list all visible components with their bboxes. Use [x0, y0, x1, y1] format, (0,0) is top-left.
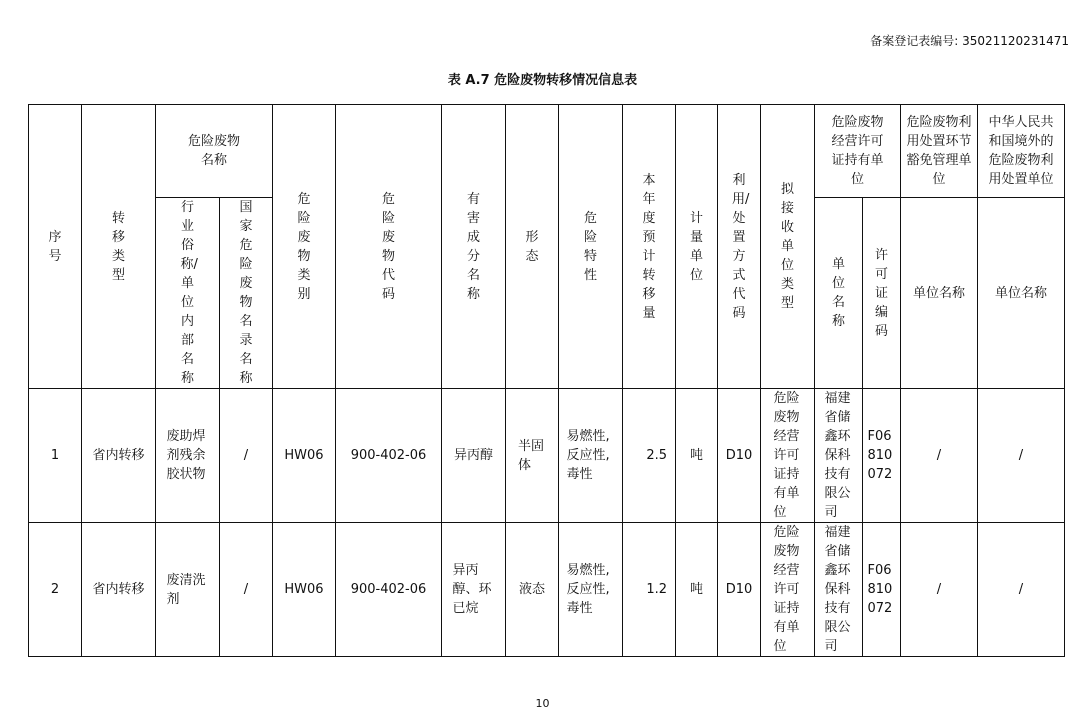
header-national-name: 国家危险废物名录名称 [220, 198, 273, 389]
cell-method: D10 [718, 389, 761, 523]
cell-form: 液态 [506, 523, 559, 657]
cell-harmful: 异丙醇 [442, 389, 506, 523]
header-receiver-type: 拟接收单位类型 [761, 105, 815, 389]
header-amount: 本年度预计转移量 [623, 105, 676, 389]
cell-exempt-name: / [901, 389, 978, 523]
cell-exempt-name: / [901, 523, 978, 657]
header-form: 形态 [506, 105, 559, 389]
cell-category: HW06 [273, 389, 336, 523]
header-license-holder: 危险废物经营许可证持有单位 [815, 105, 901, 198]
header-unit: 计量单位 [676, 105, 718, 389]
table-row [29, 523, 1065, 657]
hazardous-waste-transfer-table [28, 104, 1065, 657]
cell-transfer-type: 省内转移 [82, 389, 156, 523]
header-method: 利用/处置方式代码 [718, 105, 761, 389]
page-number: 10 [535, 697, 550, 710]
cell-receiver-type: 危险废物经营许可证持有单位 [761, 389, 815, 523]
header-code: 危险废物代码 [336, 105, 442, 389]
cell-receiver-type: 危险废物经营许可证持有单位 [761, 523, 815, 657]
header-license-code: 许可证编码 [863, 198, 901, 389]
cell-category: HW06 [273, 523, 336, 657]
header-holder-name: 单位名称 [815, 198, 863, 389]
header-seq: 序号 [29, 105, 82, 389]
table-title: 表 A.7 危险废物转移情况信息表 [447, 73, 638, 88]
cell-industry-name: 废助焊剂残余胶状物 [156, 389, 220, 523]
cell-license-code: F06810072 [863, 523, 901, 657]
header-overseas-name: 单位名称 [978, 198, 1065, 389]
cell-unit: 吨 [676, 389, 718, 523]
cell-code: 900-402-06 [336, 389, 442, 523]
cell-hazard: 易燃性,反应性,毒性 [559, 523, 623, 657]
header-exempt-name: 单位名称 [901, 198, 978, 389]
cell-amount: 2.5 [623, 389, 676, 523]
cell-method: D10 [718, 523, 761, 657]
header-harmful: 有害成分名称 [442, 105, 506, 389]
cell-national-name: / [220, 523, 273, 657]
cell-unit: 吨 [676, 523, 718, 657]
cell-overseas-name: / [978, 389, 1065, 523]
cell-seq: 1 [29, 389, 82, 523]
cell-transfer-type: 省内转移 [82, 523, 156, 657]
cell-industry-name: 废清洗剂 [156, 523, 220, 657]
cell-license-code: F06810072 [863, 389, 901, 523]
header-hazard: 危险特性 [559, 105, 623, 389]
table-row [29, 389, 1065, 523]
header-exempt-unit: 危险废物利用处置环节豁免管理单位 [901, 105, 978, 198]
header-industry-name: 行业俗称/单位内部名称 [156, 198, 220, 389]
header-transfer-type: 转移类型 [82, 105, 156, 389]
header-category: 危险废物类别 [273, 105, 336, 389]
header-overseas-unit: 中华人民共和国境外的危险废物利用处置单位 [978, 105, 1065, 198]
cell-holder-name: 福建省储鑫环保科技有限公司 [815, 523, 863, 657]
header-waste-name: 危险废物名称 [156, 105, 273, 198]
cell-hazard: 易燃性,反应性,毒性 [559, 389, 623, 523]
cell-seq: 2 [29, 523, 82, 657]
cell-form: 半固体 [506, 389, 559, 523]
registration-number: 备案登记表编号: 35021120231471 [870, 34, 1069, 48]
cell-holder-name: 福建省储鑫环保科技有限公司 [815, 389, 863, 523]
cell-harmful: 异丙醇、环已烷 [442, 523, 506, 657]
cell-amount: 1.2 [623, 523, 676, 657]
cell-national-name: / [220, 389, 273, 523]
cell-overseas-name: / [978, 523, 1065, 657]
cell-code: 900-402-06 [336, 523, 442, 657]
